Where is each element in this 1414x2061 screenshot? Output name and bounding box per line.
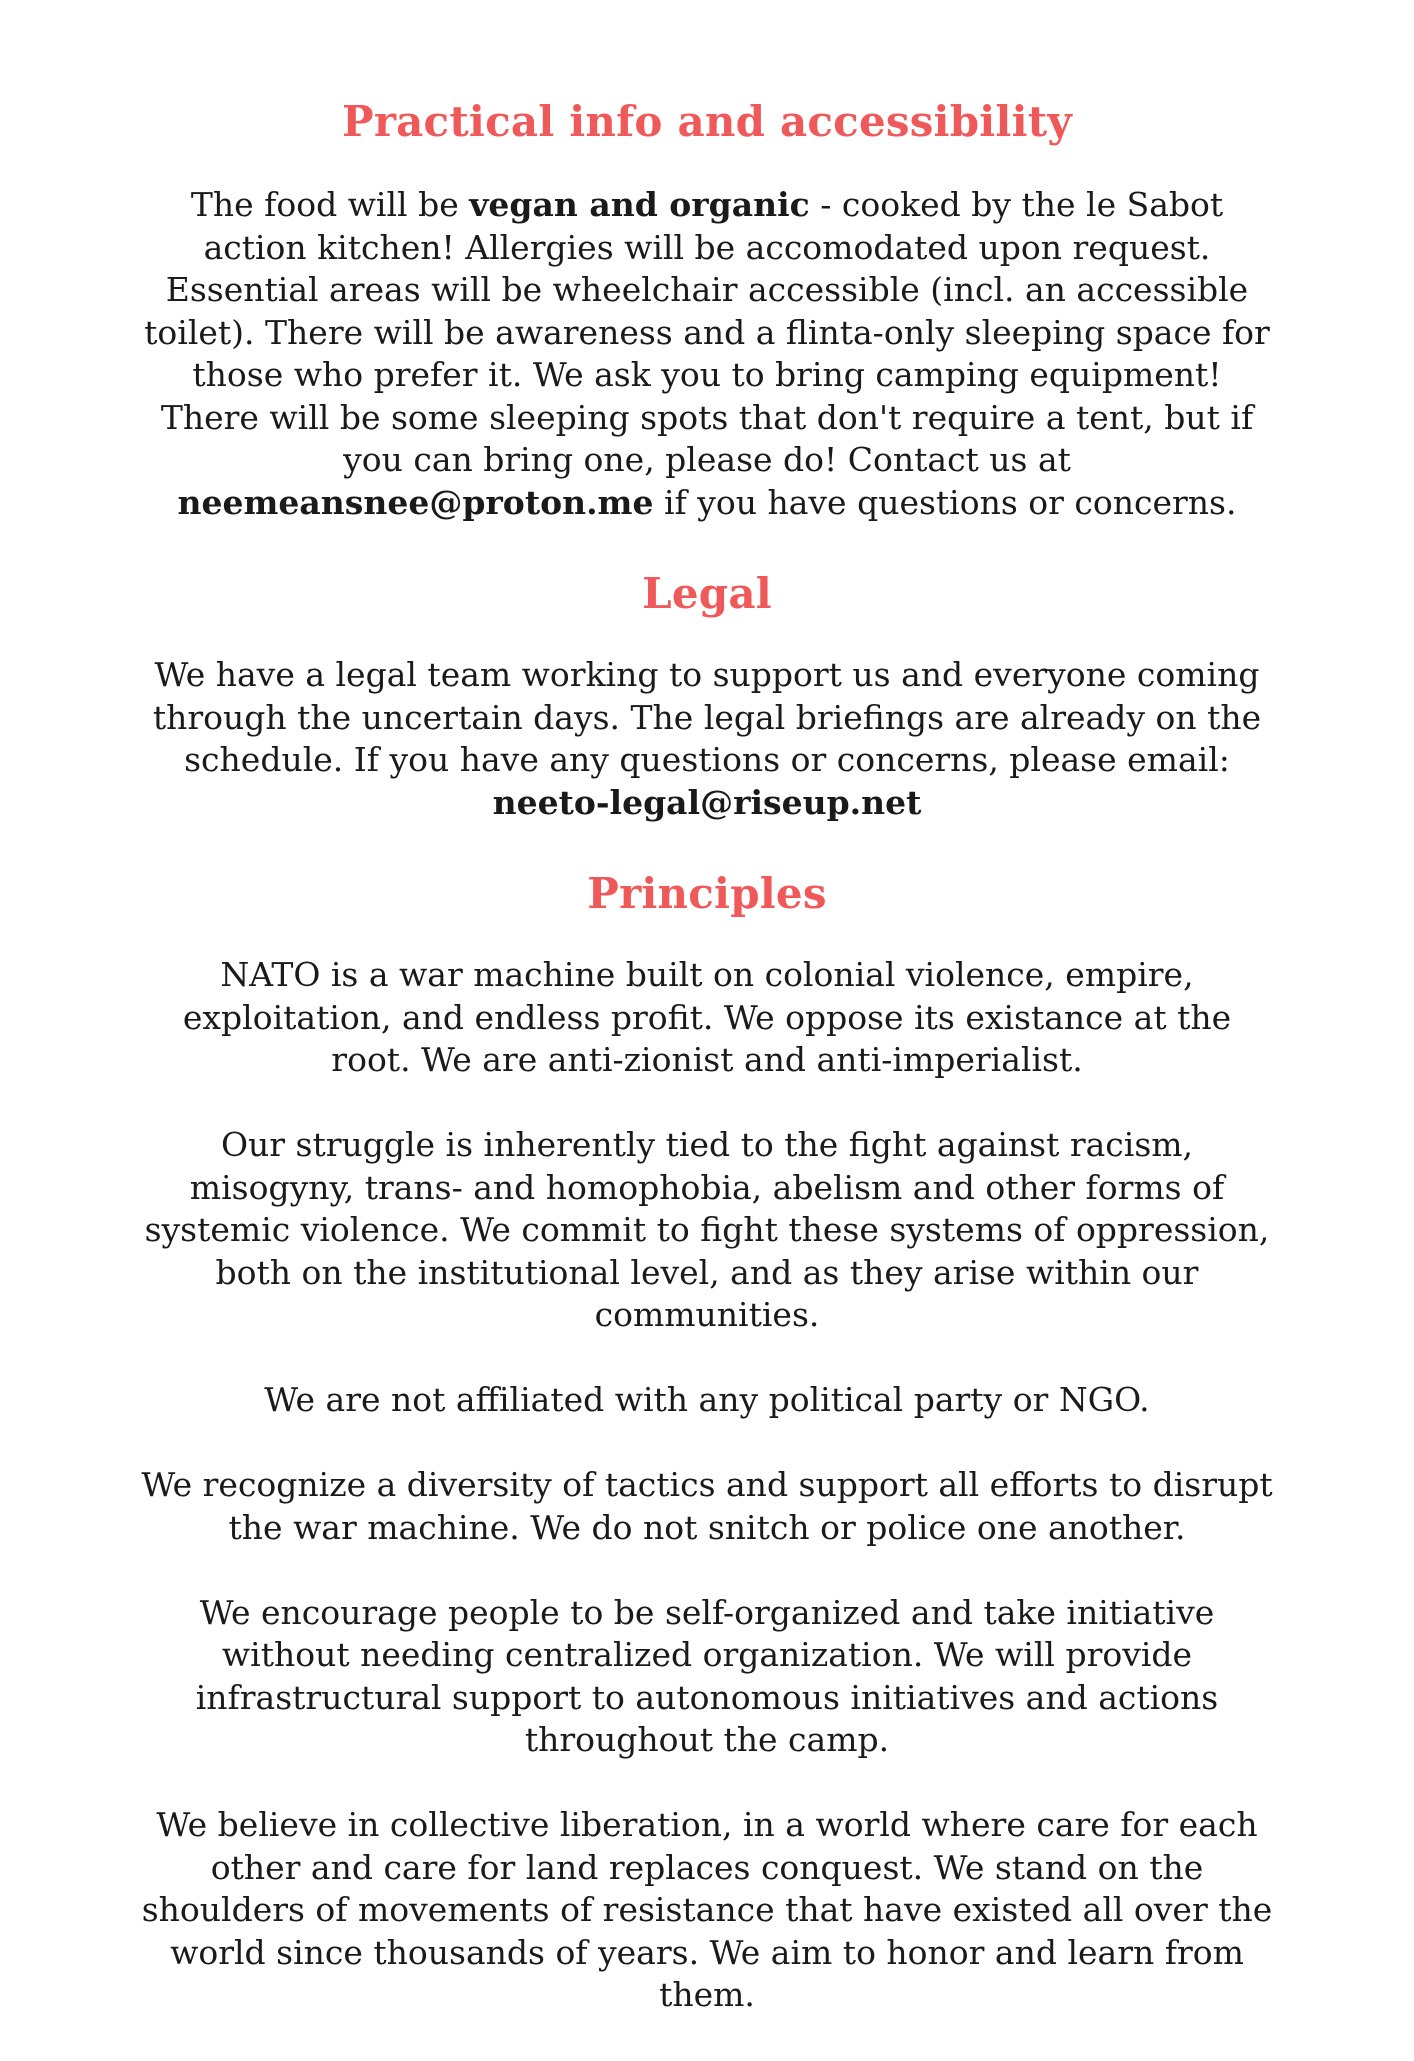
practical-info-paragraph: [140, 184, 1274, 524]
principles-paragraph-2: Our struggle is inherently tied to the fight against racism, misogyny, trans- and homophobia, abelism and other forms of systemic violence. We commit to fight these systems of oppression, both on the institutional level, and as they arise within our communities.: [144, 1125, 1270, 1334]
principles-paragraph-3: We are not affiliated with any political party or NGO.: [264, 1380, 1150, 1419]
practical-text-2: - cooked by the le Sabot action kitchen! Allergies will be accomodated upon request. Essential areas will be wheelchair accessible (incl. an accessible toilet). There will be awareness and a flinta-only sleeping space for those who prefer it. We ask you to bring camping equipment! There will be some sleeping spots that don't require a tent, but if you can bring one, please do! Contact us at: [144, 185, 1270, 479]
principles-paragraph-6: We believe in collective liberation, in a world where care for each other and care for land replaces conquest. We stand on the shoulders of movements of resistance that have existed all over the world since thousands of years. We aim to honor and learn from them.: [141, 1805, 1273, 2014]
practical-info-heading: Practical info and accessibility: [342, 97, 1072, 146]
practical-info-section: [140, 96, 1274, 524]
principles-section: [140, 868, 1274, 2017]
contact-email: neemeansnee@proton.me: [177, 482, 654, 522]
vegan-organic-highlight: vegan and organic: [469, 185, 810, 224]
legal-email: neeto-legal@riseup.net: [492, 782, 922, 822]
principles-heading: Principles: [587, 869, 827, 918]
document-page: [140, 96, 1274, 2061]
practical-text-1: The food will be: [190, 185, 470, 224]
legal-text: We have a legal team working to support us and everyone coming through the uncertain days. The legal briefings are already on the schedule. If you have any questions or concerns, please email:: [152, 655, 1262, 779]
principles-paragraph-5: We encourage people to be self-organized and take initiative without needing centralized organization. We will provide infrastructural support to autonomous initiatives and actions throughout the camp.: [195, 1592, 1219, 1759]
legal-paragraph: [140, 654, 1274, 824]
legal-section: [140, 568, 1274, 824]
principles-paragraph-4: We recognize a diversity of tactics and support all efforts to disrupt the war machine. We do not snitch or police one another.: [141, 1465, 1273, 1547]
practical-text-3: if you have questions or concerns.: [653, 482, 1237, 522]
legal-heading: Legal: [642, 569, 772, 618]
principles-paragraph-1: NATO is a war machine built on colonial violence, empire, exploitation, and endless profit. We oppose its existance at the root. We are anti-zionist and anti-imperialist.: [182, 955, 1232, 1079]
